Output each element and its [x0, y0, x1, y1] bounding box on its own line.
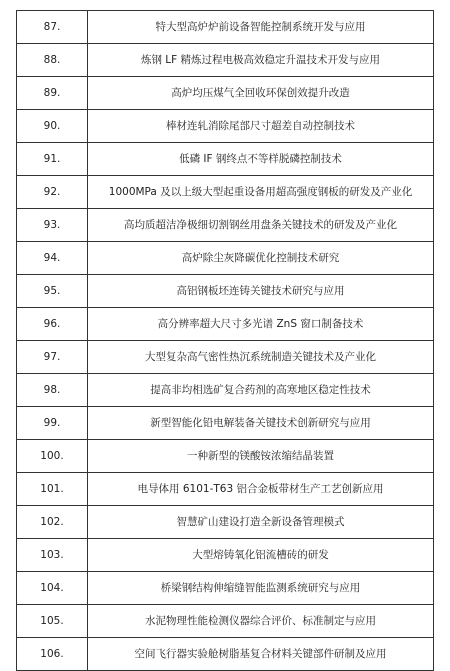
row-number: 96.: [17, 308, 88, 341]
row-number: 94.: [17, 242, 88, 275]
row-number: 103.: [17, 539, 88, 572]
table-row: [17, 308, 434, 341]
row-number: 105.: [17, 605, 88, 638]
row-number: 89.: [17, 77, 88, 110]
row-number: 98.: [17, 374, 88, 407]
project-title: 空间飞行器实验舱树脂基复合材料关键部件研制及应用: [88, 638, 434, 671]
project-title: 棒材连轧消除尾部尺寸超差自动控制技术: [88, 110, 434, 143]
project-title: 高均质超洁净极细切割钢丝用盘条关键技术的研发及产业化: [88, 209, 434, 242]
table-row: [17, 440, 434, 473]
table-row: [17, 539, 434, 572]
row-number: 97.: [17, 341, 88, 374]
table-row: [17, 11, 434, 44]
project-title: 低磷 IF 钢终点不等样脱磷控制技术: [88, 143, 434, 176]
project-list-table: [16, 10, 434, 671]
row-number: 102.: [17, 506, 88, 539]
table-row: [17, 242, 434, 275]
row-number: 106.: [17, 638, 88, 671]
table-row: [17, 341, 434, 374]
row-number: 101.: [17, 473, 88, 506]
row-number: 104.: [17, 572, 88, 605]
project-title: 炼钢 LF 精炼过程电极高效稳定升温技术开发与应用: [88, 44, 434, 77]
table-row: [17, 143, 434, 176]
row-number: 92.: [17, 176, 88, 209]
project-title: 水泥物理性能检测仪器综合评价、标准制定与应用: [88, 605, 434, 638]
row-number: 99.: [17, 407, 88, 440]
table-row: [17, 572, 434, 605]
row-number: 93.: [17, 209, 88, 242]
table-row: [17, 209, 434, 242]
project-title: 高分辨率超大尺寸多光谱 ZnS 窗口制备技术: [88, 308, 434, 341]
table-row: [17, 176, 434, 209]
project-title: 一种新型的镁酸铵浓缩结晶装置: [88, 440, 434, 473]
row-number: 91.: [17, 143, 88, 176]
project-title: 高炉除尘灰降碳优化控制技术研究: [88, 242, 434, 275]
table-row: [17, 110, 434, 143]
project-title: 大型复杂高气密性热沉系统制造关键技术及产业化: [88, 341, 434, 374]
table-row: [17, 407, 434, 440]
table-row: [17, 638, 434, 671]
row-number: 90.: [17, 110, 88, 143]
project-title: 提高非均相选矿复合药剂的高寒地区稳定性技术: [88, 374, 434, 407]
project-title: 高铝钢板坯连铸关键技术研究与应用: [88, 275, 434, 308]
row-number: 100.: [17, 440, 88, 473]
table-row: [17, 605, 434, 638]
row-number: 87.: [17, 11, 88, 44]
table-row: [17, 77, 434, 110]
table-row: [17, 275, 434, 308]
table-row: [17, 473, 434, 506]
project-title: 桥梁钢结构伸缩缝智能监测系统研究与应用: [88, 572, 434, 605]
project-title: 大型熔铸氧化铝流槽砖的研发: [88, 539, 434, 572]
project-title: 高炉均压煤气全回收环保创效提升改造: [88, 77, 434, 110]
row-number: 95.: [17, 275, 88, 308]
project-title: 1000MPa 及以上级大型起重设备用超高强度钢板的研发及产业化: [88, 176, 434, 209]
table-row: [17, 44, 434, 77]
project-title: 智慧矿山建设打造全新设备管理模式: [88, 506, 434, 539]
project-title: 电导体用 6101-T63 铝合金板带材生产工艺创新应用: [88, 473, 434, 506]
project-title: 新型智能化铅电解装备关键技术创新研究与应用: [88, 407, 434, 440]
row-number: 88.: [17, 44, 88, 77]
project-title: 特大型高炉炉前设备智能控制系统开发与应用: [88, 11, 434, 44]
table-row: [17, 506, 434, 539]
table-row: [17, 374, 434, 407]
